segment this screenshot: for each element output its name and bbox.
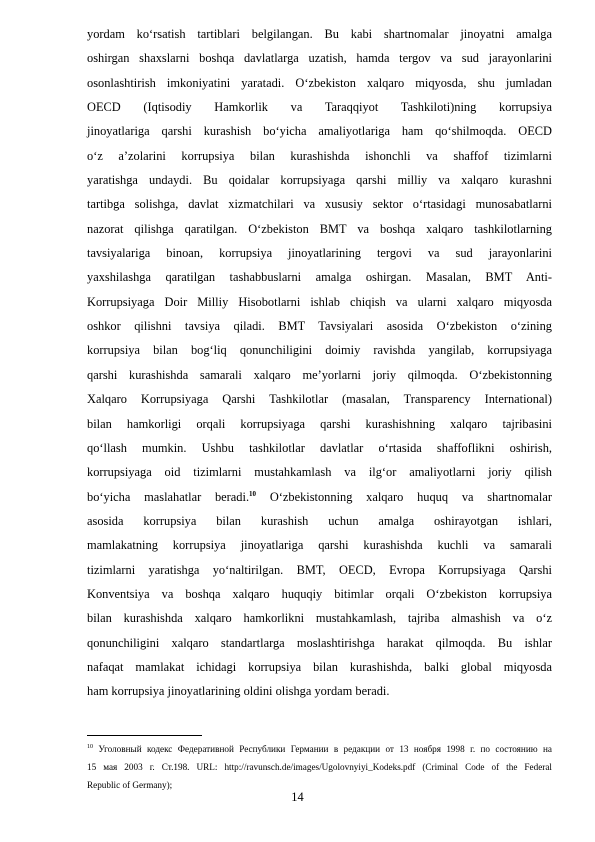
footnote-line: 15 мая 2003 г. Ст.198. URL: http://ravunsch.de/images/Ugolovnyiyi_Kodeks.pdf (Criminal Code of the Federal xyxy=(87,762,552,772)
body-line: qo‘llash mumkin. Ushbu tashkilotlar davlatlar o‘rtasida shaffoflikni oshirish, xyxy=(87,440,552,455)
body-line: nazorat qilishga qaratilgan. O‘zbekiston BMT va boshqa xalqaro tashkilotlarning xyxy=(87,221,552,236)
footnote-line: Republic of Germany); xyxy=(87,780,173,790)
body-line: oshkor qilishni tavsiya qiladi. BMT Tavsiyalari asosida O‘zbekiston o‘zining xyxy=(87,319,552,334)
body-line: bilan kurashishda xalqaro hamkorlikni mustahkamlash, tajriba almashish va o‘z xyxy=(87,611,552,626)
body-line: Xalqaro Korrupsiyaga Qarshi Tashkilotlar (masalan, Transparency International) xyxy=(87,392,552,407)
body-line: asosida korrupsiya bilan kurashish uchun amalga oshirayotgan ishlari, xyxy=(87,513,552,528)
body-line: oshirgan shaxslarni boshqa davlatlarga uzatish, hamda tergov va sud jarayonlarini xyxy=(87,51,552,66)
body-line: Korrupsiyaga Doir Milliy Hisobotlarni ishlab chiqish va ularni xalqaro miqyosda xyxy=(87,294,552,309)
body-line: o‘z a’zolarini korrupsiya bilan kurashishda ishonchli va shaffof tizimlarni xyxy=(87,148,552,163)
body-line: tartibga solishga, davlat xizmatchilari va xususiy sektor o‘rtasidagi munosabatlarni xyxy=(87,197,552,212)
body-line: jinoyatlariga qarshi kurashish bo‘yicha amaliyotlariga ham qo‘shilmoqda. OECD xyxy=(87,124,552,139)
footnote-text: Уголовный кодекс Федеративной Республики Германии в редакции от 13 ноября 1998 г. по состоянию на xyxy=(93,744,552,754)
body-line: korrupsiyaga oid tizimlarni mustahkamlash va ilg‘or amaliyotlarni joriy qilish xyxy=(87,465,552,480)
body-line-with-footnote-ref xyxy=(87,485,552,509)
footnote-line xyxy=(87,740,552,758)
body-line: mamlakatning korrupsiya jinoyatlariga qarshi kurashishda kuchli va samarali xyxy=(87,538,552,553)
body-line: ham korrupsiya jinoyatlarining oldini olishga yordam beradi. xyxy=(87,684,390,699)
body-line: OECD (Iqtisodiy Hamkorlik va Taraqqiyot Tashkiloti)ning korrupsiya xyxy=(87,100,552,115)
body-line-segment: bo‘yicha maslahatlar beradi. xyxy=(87,489,250,504)
footnote-number: 10 xyxy=(87,744,93,750)
body-line: yaratishga undaydi. Bu qoidalar korrupsiyaga qarshi milliy va xalqaro kurashni xyxy=(87,173,552,188)
body-line: osonlashtirish imkoniyatini yaratadi. O‘zbekiston xalqaro miqyosda, shu jumladan xyxy=(87,75,552,90)
body-line: qonunchiligini xalqaro standartlarga moslashtirishga harakat qilmoqda. Bu ishlar xyxy=(87,635,552,650)
body-line: yordam ko‘rsatish tartiblari belgilangan. Bu kabi shartnomalar jinoyatni amalga xyxy=(87,27,552,41)
body-line: korrupsiya bilan bog‘liq qonunchiligini doimiy ravishda yangilab, korrupsiyaga xyxy=(87,343,552,358)
body-line-segment: O‘zbekistonning xalqaro huquq va shartnomalar xyxy=(256,489,552,504)
body-line: Konventsiya va boshqa xalqaro huquqiy bitimlar orqali O‘zbekiston korrupsiya xyxy=(87,586,552,601)
body-line: bilan hamkorligi orqali korrupsiyaga qarshi kurashishning xalqaro tajribasini xyxy=(87,416,552,431)
footnote-divider xyxy=(87,735,202,736)
body-line: qarshi kurashishda samarali xalqaro me’yorlarni joriy qilmoqda. O‘zbekistonning xyxy=(87,367,552,382)
page-number: 14 xyxy=(291,790,304,804)
body-line: tizimlarni yaratishga yo‘naltirilgan. BMT, OECD, Evropa Korrupsiyaga Qarshi xyxy=(87,562,552,577)
footnote-reference[interactable]: 10 xyxy=(249,489,257,498)
body-line: tavsiyalariga binoan, korrupsiya jinoyatlarining tergovi va sud jarayonlarini xyxy=(87,246,552,261)
body-text xyxy=(87,22,552,704)
body-line: yaxshilashga qaratilgan tashabbuslarni amalga oshirgan. Masalan, BMT Anti- xyxy=(87,270,552,285)
body-line: nafaqat mamlakat ichidagi korrupsiya bilan kurashishda, balki global miqyosda xyxy=(87,659,552,674)
footnote xyxy=(87,740,552,794)
